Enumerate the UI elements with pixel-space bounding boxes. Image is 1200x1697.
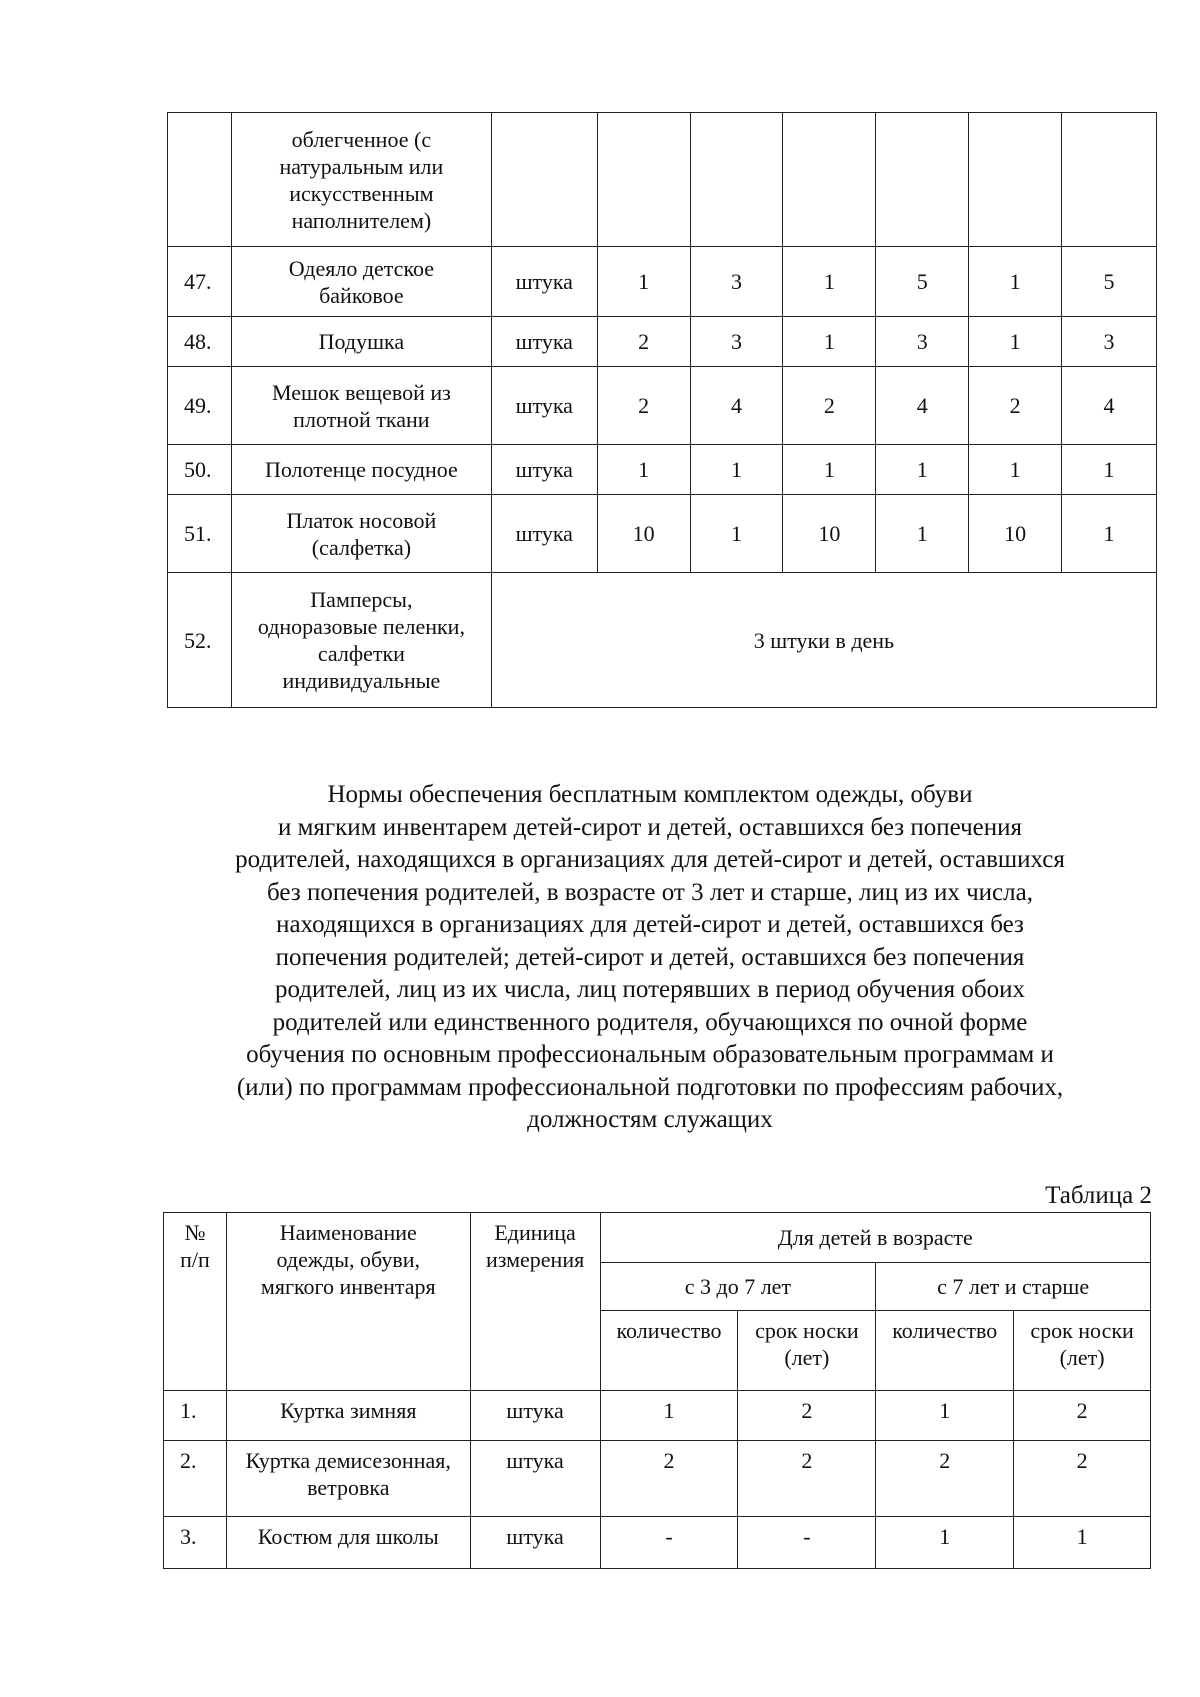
item-name-line: салфетки <box>317 641 405 666</box>
value-cell: 1 <box>783 247 876 317</box>
item-name-line: Мешок вещевой из <box>271 379 451 405</box>
table-row <box>168 367 1157 445</box>
value-cell: 4 <box>690 367 783 445</box>
value-cell: 5 <box>1062 247 1157 317</box>
heading-line: должностям служащих <box>527 1106 773 1133</box>
wear-period-header <box>1014 1311 1151 1391</box>
item-name-cell <box>231 495 491 573</box>
value-cell: 3 <box>1062 317 1157 367</box>
table-header-row <box>164 1213 1151 1263</box>
wear-period-header <box>738 1311 876 1391</box>
value-cell: 3 <box>876 317 969 367</box>
heading-line: родителей, лиц из их числа, лиц потерявших в период обучения обоих <box>274 976 1026 1003</box>
item-name-line: Памперсы, <box>310 587 413 612</box>
value-cell <box>876 113 969 247</box>
header-line: срок носки <box>1030 1318 1134 1343</box>
item-name-line: Подушка <box>318 329 405 354</box>
value-cell: 1 <box>1014 1517 1151 1569</box>
value-cell: 2 <box>783 367 876 445</box>
value-cell: 2 <box>597 367 690 445</box>
item-name-line: ветровка <box>307 1475 390 1500</box>
header-line: количество <box>616 1318 722 1343</box>
num-cell: 1. <box>164 1391 227 1441</box>
unit-cell: штука <box>491 317 597 367</box>
value-cell: 2 <box>1014 1441 1151 1517</box>
unit-cell: штука <box>470 1441 600 1517</box>
value-cell: 1 <box>690 445 783 495</box>
value-cell: 4 <box>1062 367 1157 445</box>
item-name-line: наполнителем) <box>291 207 432 233</box>
header-line: Единица <box>494 1220 576 1245</box>
quantity-header <box>600 1311 738 1391</box>
item-name-cell <box>231 445 491 495</box>
value-cell <box>969 113 1062 247</box>
value-cell: 3 <box>690 247 783 317</box>
heading-line: без попечения родителей, в возрасте от 3 лет и старше, лиц из их числа, <box>267 878 1033 906</box>
value-cell: 10 <box>597 495 690 573</box>
value-cell: 1 <box>969 247 1062 317</box>
num-cell: 48. <box>168 317 232 367</box>
item-name-cell <box>231 113 491 247</box>
item-name-cell <box>226 1441 470 1517</box>
item-name-line: Куртка зимняя <box>280 1398 417 1423</box>
unit-cell: штука <box>491 247 597 317</box>
value-cell: 1 <box>600 1391 738 1441</box>
header-line: (лет) <box>1059 1345 1105 1370</box>
unit-cell <box>491 113 597 247</box>
norms-table-2 <box>163 1212 1151 1569</box>
heading-line: попечения родителей; детей-сирот и детей, оставшихся без попечения <box>275 943 1025 971</box>
value-cell: - <box>600 1517 738 1569</box>
value-cell <box>1062 113 1157 247</box>
value-cell: 4 <box>876 367 969 445</box>
num-cell: 2. <box>164 1441 227 1517</box>
heading-line: родителей или единственного родителя, обучающихся по очной форме <box>272 1008 1028 1036</box>
unit-cell: штука <box>470 1517 600 1569</box>
value-cell: 2 <box>1014 1391 1151 1441</box>
num-cell: 3. <box>164 1517 227 1569</box>
num-cell <box>168 113 232 247</box>
value-cell: 1 <box>783 317 876 367</box>
section-heading <box>150 779 1150 1137</box>
age-range-header: с 7 лет и старше <box>876 1263 1151 1311</box>
item-name-cell <box>231 573 491 708</box>
header-line: № <box>184 1220 206 1245</box>
item-name-line: байковое <box>319 282 404 308</box>
value-cell: 2 <box>969 367 1062 445</box>
value-cell: 1 <box>1062 495 1157 573</box>
heading-line: и мягким инвентарем детей-сирот и детей, оставшихся без попечения <box>277 813 1023 841</box>
value-cell <box>597 113 690 247</box>
value-cell: 1 <box>690 495 783 573</box>
header-line: количество <box>892 1318 998 1343</box>
heading-line: (или) по программам профессиональной подготовки по профессиям рабочих, <box>236 1073 1064 1101</box>
value-cell: 1 <box>876 445 969 495</box>
unit-header-cell <box>470 1213 600 1391</box>
value-cell: 1 <box>1062 445 1157 495</box>
value-cell: 1 <box>969 445 1062 495</box>
header-line: Наименование <box>279 1220 417 1245</box>
value-cell: 1 <box>876 1391 1014 1441</box>
table-row <box>168 317 1157 367</box>
value-cell: 3 <box>690 317 783 367</box>
item-name-line: Костюм для школы <box>257 1524 439 1549</box>
value-cell: 10 <box>969 495 1062 573</box>
unit-cell: штука <box>491 495 597 573</box>
item-name-line: Куртка демисезонная, <box>245 1448 451 1473</box>
heading-line: Нормы обеспечения бесплатным комплектом одежды, обуви <box>327 781 973 808</box>
value-cell: 2 <box>600 1441 738 1517</box>
value-cell: 1 <box>876 495 969 573</box>
table-row <box>164 1391 1151 1441</box>
merged-value-cell: 3 штуки в день <box>491 573 1156 708</box>
item-name-line: индивидуальные <box>282 668 441 693</box>
table-row <box>168 247 1157 317</box>
header-line: мягкого инвентаря <box>260 1274 436 1299</box>
item-name-cell <box>231 317 491 367</box>
value-cell <box>690 113 783 247</box>
num-cell: 47. <box>168 247 232 317</box>
num-cell: 49. <box>168 367 232 445</box>
table-row <box>168 113 1157 247</box>
header-line: измерения <box>485 1247 585 1272</box>
value-cell: 1 <box>969 317 1062 367</box>
item-name-line: облегченное (с <box>291 126 432 152</box>
value-cell: 1 <box>783 445 876 495</box>
table-row <box>164 1441 1151 1517</box>
item-name-cell <box>226 1517 470 1569</box>
header-line: срок носки <box>755 1318 859 1343</box>
value-cell: 1 <box>597 247 690 317</box>
header-line: п/п <box>180 1247 210 1272</box>
num-header-cell <box>164 1213 227 1391</box>
norms-table-1 <box>167 112 1157 708</box>
item-name-cell <box>231 247 491 317</box>
value-cell: 2 <box>738 1441 876 1517</box>
item-name-cell <box>226 1391 470 1441</box>
item-name-line: одноразовые пеленки, <box>257 614 465 639</box>
item-name-line: искусственным <box>289 180 434 206</box>
quantity-header <box>876 1311 1014 1391</box>
value-cell: 5 <box>876 247 969 317</box>
heading-line: родителей, находящихся в организациях для детей-сирот и детей, оставшихся <box>235 846 1065 873</box>
table-label: Таблица 2 <box>1045 1182 1152 1209</box>
age-range-header: с 3 до 7 лет <box>600 1263 876 1311</box>
name-header-cell <box>226 1213 470 1391</box>
item-name-line: Платок носовой <box>286 507 437 533</box>
value-cell: 1 <box>597 445 690 495</box>
heading-line: обучения по основным профессиональным образовательным программам и <box>246 1041 1054 1068</box>
item-name-cell <box>231 367 491 445</box>
item-name-line: натуральным или <box>279 153 444 179</box>
table-row <box>168 495 1157 573</box>
heading-line: находящихся в организациях для детей-сирот и детей, оставшихся без <box>276 911 1024 938</box>
unit-cell: штука <box>470 1391 600 1441</box>
item-name-line: плотной ткани <box>293 406 430 432</box>
table-row <box>168 445 1157 495</box>
num-cell: 52. <box>168 573 232 708</box>
num-cell: 50. <box>168 445 232 495</box>
item-name-line: Одеяло детское <box>288 255 435 281</box>
value-cell: 2 <box>597 317 690 367</box>
header-line: (лет) <box>784 1345 830 1370</box>
unit-cell: штука <box>491 367 597 445</box>
table-row <box>168 573 1157 708</box>
value-cell: 10 <box>783 495 876 573</box>
table-row <box>164 1517 1151 1569</box>
value-cell <box>783 113 876 247</box>
age-group-header: Для детей в возрасте <box>600 1213 1150 1263</box>
value-cell: - <box>738 1517 876 1569</box>
value-cell: 2 <box>738 1391 876 1441</box>
value-cell: 2 <box>876 1441 1014 1517</box>
item-name-line: (салфетка) <box>311 534 412 560</box>
header-line: одежды, обуви, <box>276 1247 421 1272</box>
value-cell: 1 <box>876 1517 1014 1569</box>
num-cell: 51. <box>168 495 232 573</box>
unit-cell: штука <box>491 445 597 495</box>
item-name-line: Полотенце посудное <box>264 457 458 482</box>
